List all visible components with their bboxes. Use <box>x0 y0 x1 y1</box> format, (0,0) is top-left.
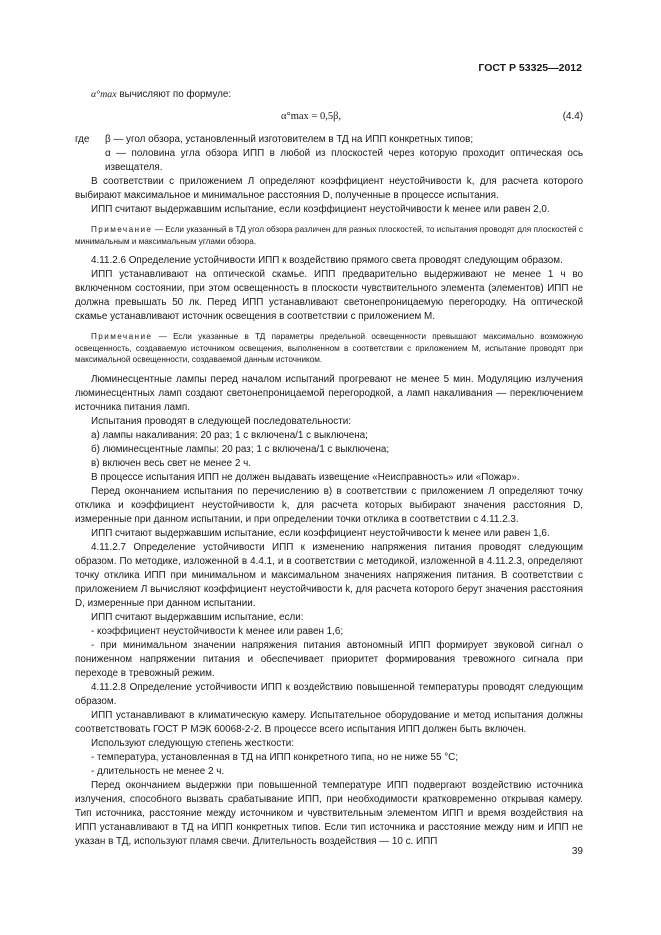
paragraph: ИПП считают выдержавшим испытание, если: <box>91 611 304 623</box>
where-beta-text: β — угол обзора, установленный изготовителем в ТД на ИПП конкретных типов; <box>105 134 474 145</box>
paragraph: В соответствии с приложением Л определяют коэффициент неустойчивости k, для расчета которого выбирают максимальное и минимальное расстояния D, полученные в процессе испытания. <box>75 176 583 201</box>
paragraph: ИПП считают выдержавшим испытание, если коэффициент неустойчивости k менее или равен 1,6. <box>91 527 550 539</box>
paragraph: 4.11.2.8 Определение устойчивости ИПП к воздействию повышенной температуры проводят следующим образом. <box>75 681 583 707</box>
where-lead: где <box>75 134 90 145</box>
list-item: - температура, установленная в ТД на ИПП конкретного типа, но не ниже 55 °С; <box>91 751 459 763</box>
paragraph: Перед окончанием выдержки при повышенной температуре ИПП подвергают воздействию источника излучения, способного вызвать срабатывание ИПП, при необходимости кратковременно открывая камеру. Тип источника, расстояние между источником и чувствительным элементом ИПП и время воздействия на ИПП устанавливают в ТД на ИПП конкретных типов. Если тип источника и расстояние между ним и ИПП не указан в ТД, используют пламя свечи. Длительность воздействия — 10 с. ИПП <box>75 779 583 847</box>
note-1 <box>75 224 583 247</box>
paragraph: ИПП устанавливают в климатическую камеру. Испытательное оборудование и метод испытания должны соответствовать ГОСТ Р МЭК 60068-2-2. В процессе всего испытания ИПП должен быть включен. <box>75 709 583 735</box>
formula-number: (4.4) <box>562 111 583 122</box>
list-item: в) включен весь свет не менее 2 ч. <box>91 457 251 469</box>
note-text: — Если указанные в ТД параметры предельной освещенности превышают максимально возможную освещенность, создаваемую источником освещения, выполненном в соответствии с приложением М, испытание проводят при максимальной освещенности, создаваемой данным источником. <box>75 332 583 364</box>
paragraph: Люминесцентные лампы перед началом испытаний прогревают не менее 5 мин. Модуляцию излучения люминесцентных ламп создают светонепроницаемой перегородкой, а ламп накаливания — переключением источника питания ламп. <box>75 373 583 413</box>
note-label: Примечание <box>91 225 153 234</box>
alpha-max-symbol: α°max <box>91 89 117 100</box>
page-header-doc-id: ГОСТ Р 53325—2012 <box>478 62 582 74</box>
paragraph: ИПП считают выдержавшим испытание, если коэффициент неустойчивости k менее или равен 2,0. <box>91 204 550 215</box>
paragraph: Испытания проводят в следующей последовательности: <box>91 415 352 427</box>
list-item: б) люминесцентные лампы: 20 раз; 1 с включена/1 с выключена; <box>91 443 390 455</box>
paragraph: 4.11.2.6 Определение устойчивости ИПП к воздействию прямого света проводят следующим образом. <box>91 255 563 266</box>
where-alpha <box>75 147 583 175</box>
where-beta <box>75 133 583 147</box>
note-2 <box>75 331 583 366</box>
document-body <box>75 88 583 849</box>
paragraph: Перед окончанием испытания по перечислению в) в соответствии с приложением Л определяют точку отклика и коэффициент неустойчивости k, для расчета которых выбирают значения расстояния D, измеренные при данном испытании, и при определении точки отклика в соответствии с 4.11.2.3. <box>75 485 583 525</box>
note-label: Примечание <box>91 332 153 341</box>
list-item: а) лампы накаливания: 20 раз; 1 с включена/1 с выключена; <box>91 429 368 441</box>
note-text: — Если указанный в ТД угол обзора различен для разных плоскостей, то испытания проводят для плоскостей с минимальным и максимальным углами обзора. <box>75 225 583 246</box>
list-item: - длительность не менее 2 ч. <box>91 765 225 777</box>
formula-intro-text: вычисляют по формуле: <box>119 89 232 100</box>
formula-intro <box>75 88 583 102</box>
page-number: 39 <box>571 846 583 857</box>
list-item: - при минимальном значении напряжения питания автономный ИПП формирует звуковой сигнал о пониженном напряжении питания и обеспечивает приоритет формирования тревожного сигнала при переходе в тревожный режим. <box>75 639 583 679</box>
paragraph: 4.11.2.7 Определение устойчивости ИПП к изменению напряжения питания проводят следующим образом. По методике, изложенной в 4.4.1, и в соответствии с методикой, изложенной в 4.11.2.3, определяют точку отклика ИПП при минимальном и максимальном значениях напряжения питания. В соответствии с приложением Л вычисляют коэффициент неустойчивости k, для расчета которого берут значения расстояния D, измеренные при данном испытании. <box>75 541 583 609</box>
formula-4-4 <box>75 108 583 126</box>
list-item: - коэффициент неустойчивости k менее или равен 1,6; <box>91 625 344 637</box>
paragraph: ИПП устанавливают на оптической скамье. ИПП предварительно выдерживают не менее 1 ч во включенном состоянии, при этом освещенность в плоскости чувствительного элемента (элементов) ИПП не должна превышать 50 лк. Перед ИПП устанавливают светонепроницаемую перегородку. На оптической скамье устанавливают источник освещения в соответствии с приложением М. <box>75 269 583 322</box>
formula-expression: α°max = 0,5β, <box>281 111 342 122</box>
paragraph: Используют следующую степень жесткости: <box>91 737 295 749</box>
where-alpha-text: α — половина угла обзора ИПП в любой из плоскостей через которую проходит оптическая ось извещателя. <box>105 148 583 173</box>
paragraph: В процессе испытания ИПП не должен выдавать извещение «Неисправность» или «Пожар». <box>91 471 520 483</box>
